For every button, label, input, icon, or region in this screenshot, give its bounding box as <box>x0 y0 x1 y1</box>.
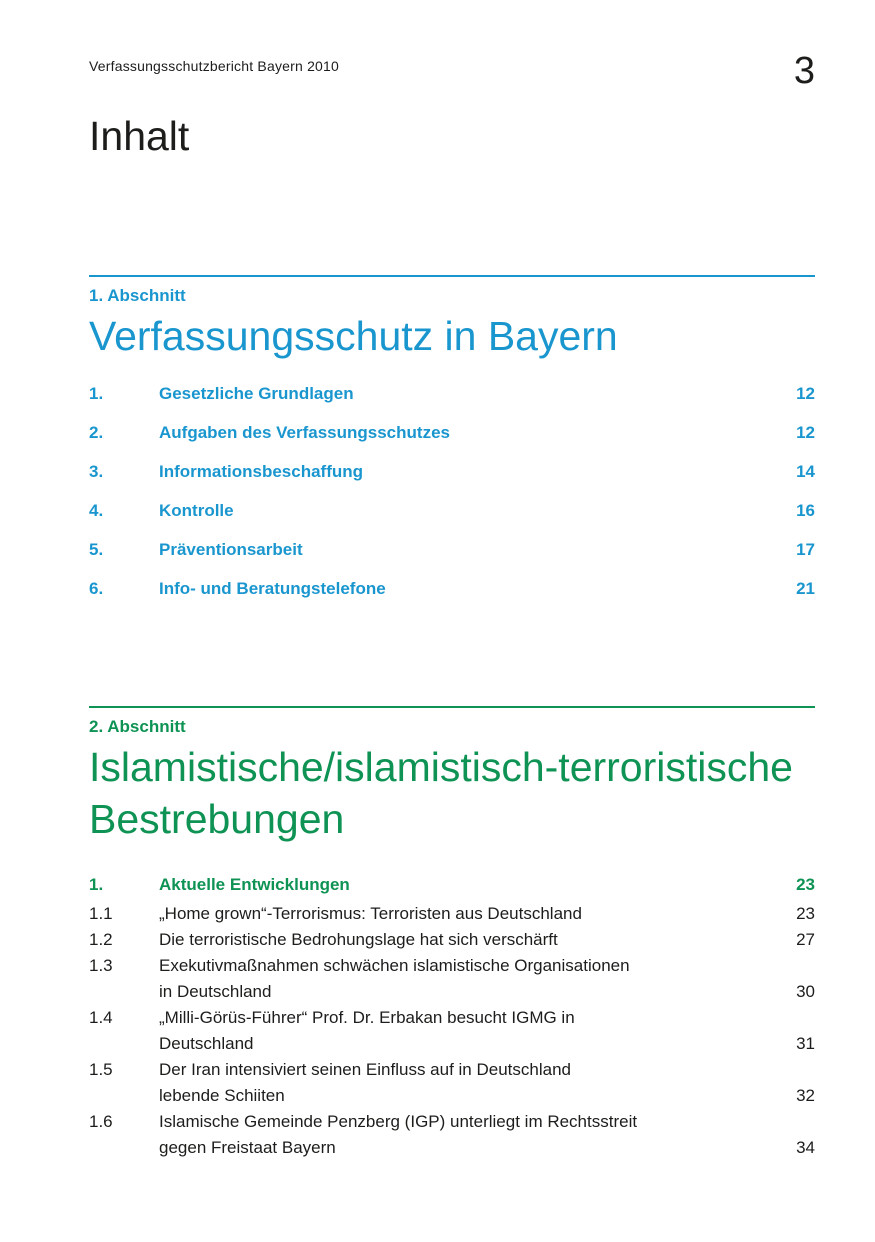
section-label: 1. Abschnitt <box>89 286 186 305</box>
toc-list <box>89 875 815 1161</box>
toc-page: 31 <box>796 1034 815 1053</box>
toc-number: 1. <box>89 384 104 403</box>
section-label: 2. Abschnitt <box>89 717 186 736</box>
toc-number: 1.1 <box>89 904 113 923</box>
toc-number: 1.6 <box>89 1112 113 1131</box>
running-header: Verfassungsschutzbericht Bayern 2010 <box>89 58 340 74</box>
toc-entry[interactable] <box>89 384 815 423</box>
section-2 <box>89 706 815 1161</box>
section-divider <box>89 275 815 277</box>
toc-subentry[interactable] <box>89 927 815 953</box>
toc-title-line: Islamische Gemeinde Penzberg (IGP) unterliegt im Rechtsstreit <box>159 1112 638 1131</box>
toc-subentry[interactable] <box>89 953 815 1005</box>
toc-title: Präventionsarbeit <box>159 540 303 559</box>
toc-number: 6. <box>89 579 104 598</box>
toc-title: Informationsbeschaffung <box>159 462 364 481</box>
toc-title: Gesetzliche Grundlagen <box>159 384 354 403</box>
section-divider <box>89 706 815 708</box>
page-number: 3 <box>793 50 815 92</box>
toc-title <box>159 1005 755 1057</box>
toc-title <box>159 953 755 1005</box>
toc-title-line: Die terroristische Bedrohungslage hat sich verschärft <box>159 930 558 949</box>
toc-title <box>159 1109 755 1161</box>
toc-title-line: gegen Freistaat Bayern <box>159 1138 336 1157</box>
toc-number: 4. <box>89 501 104 520</box>
toc-page: 21 <box>796 579 815 598</box>
toc-entry[interactable] <box>89 501 815 540</box>
toc-entry[interactable] <box>89 875 815 901</box>
toc-page: 14 <box>796 462 815 481</box>
toc-number: 2. <box>89 423 104 442</box>
toc-title: Kontrolle <box>159 501 234 520</box>
toc-title-line: in Deutschland <box>159 982 272 1001</box>
toc-entry[interactable] <box>89 462 815 501</box>
toc-subentry[interactable] <box>89 1109 815 1161</box>
toc-entry[interactable] <box>89 423 815 462</box>
toc-subentry[interactable] <box>89 901 815 927</box>
toc-number: 1.3 <box>89 956 113 975</box>
toc-number: 3. <box>89 462 104 481</box>
toc-entry[interactable] <box>89 579 815 618</box>
toc-number: 5. <box>89 540 104 559</box>
toc-title-line: Exekutivmaßnahmen schwächen islamistische Organisationen <box>159 956 630 975</box>
toc-title <box>159 927 755 953</box>
toc-page: 12 <box>796 384 815 403</box>
toc-page: 23 <box>796 904 815 923</box>
toc-title: Aktuelle Entwicklungen <box>159 875 350 894</box>
toc-page: 27 <box>796 930 815 949</box>
section-title-line: Bestrebungen <box>89 796 345 842</box>
section-title: Verfassungsschutz in Bayern <box>89 313 618 359</box>
toc-title-line: „Home grown“-Terrorismus: Terroristen aus Deutschland <box>159 904 582 923</box>
toc-title-line: lebende Schiiten <box>159 1086 285 1105</box>
toc-number: 1. <box>89 875 104 894</box>
toc-page: 30 <box>796 982 815 1001</box>
toc-subentry[interactable] <box>89 1057 815 1109</box>
section-title-line: Islamistische/islamistisch-terroristische <box>89 744 793 790</box>
toc-title-line: Der Iran intensiviert seinen Einfluss auf in Deutschland <box>159 1060 571 1079</box>
toc-title: Info- und Beratungstelefone <box>159 579 386 598</box>
toc-list <box>89 384 815 618</box>
section-1 <box>89 275 815 618</box>
toc-title <box>159 1057 755 1109</box>
toc-entry[interactable] <box>89 540 815 579</box>
toc-title-line: „Milli-Görüs-Führer“ Prof. Dr. Erbakan besucht IGMG in <box>159 1008 575 1027</box>
section-title <box>89 741 815 845</box>
toc-page: 34 <box>796 1138 815 1157</box>
toc-title-line: Deutschland <box>159 1034 254 1053</box>
toc-number: 1.2 <box>89 930 113 949</box>
toc-subentry[interactable] <box>89 1005 815 1057</box>
toc-title: Aufgaben des Verfassungsschutzes <box>159 423 450 442</box>
toc-page: 17 <box>796 540 815 559</box>
toc-number: 1.4 <box>89 1008 113 1027</box>
toc-page: 16 <box>796 501 815 520</box>
toc-page: 32 <box>796 1086 815 1105</box>
toc-page: 23 <box>796 875 815 894</box>
toc-title <box>159 901 755 927</box>
toc-number: 1.5 <box>89 1060 113 1079</box>
toc-page: 12 <box>796 423 815 442</box>
page-title: Inhalt <box>89 113 190 159</box>
